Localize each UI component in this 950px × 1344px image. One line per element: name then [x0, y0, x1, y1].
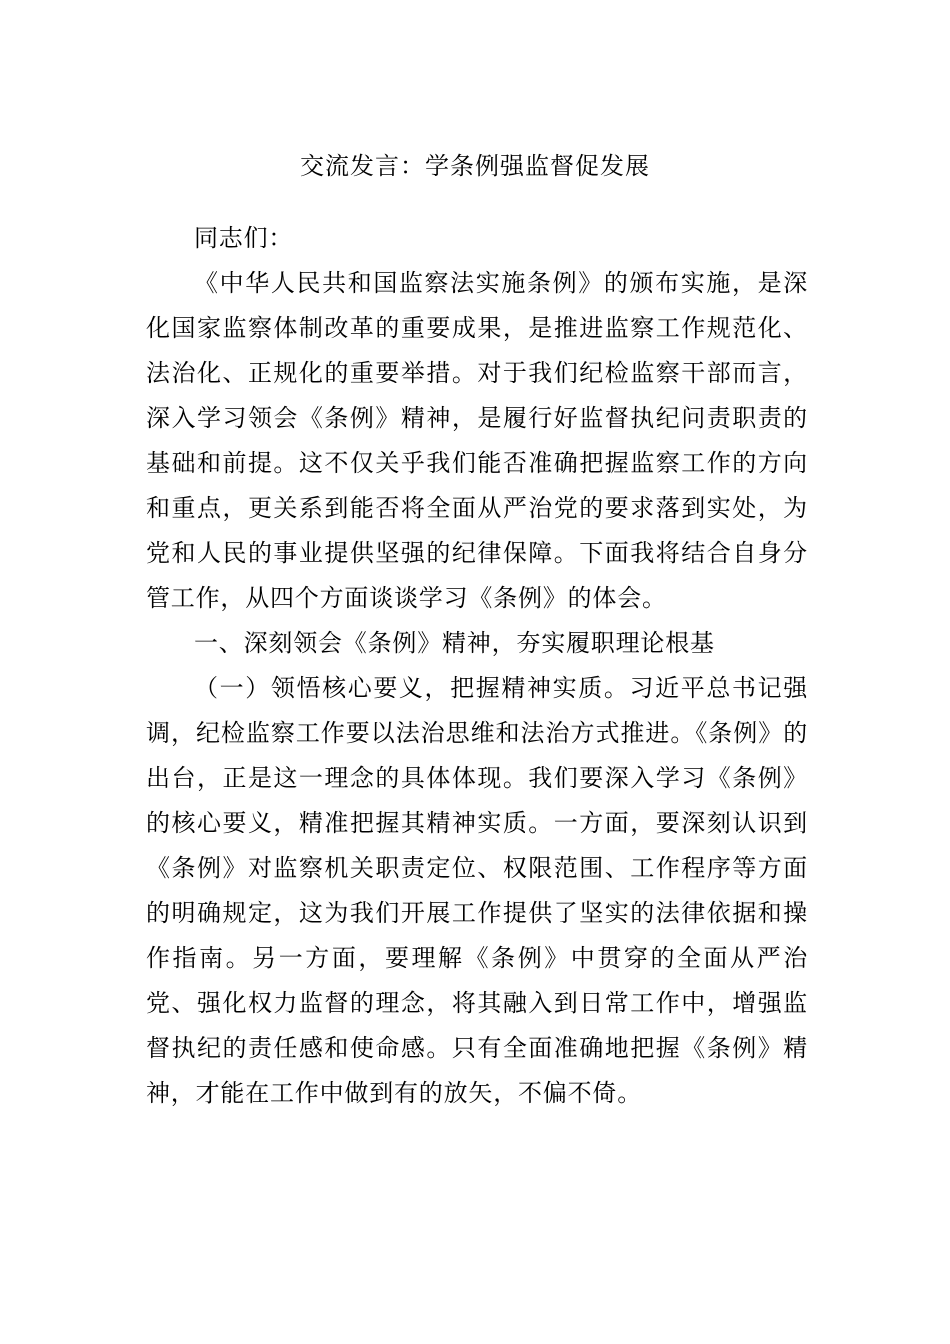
document-title: 交流发言：学条例强监督促发展	[300, 152, 650, 180]
greeting: 同志们：	[194, 224, 294, 252]
paragraph-subsection-1: （一）领悟核心要义，把握精神实质。习近平总书记强调，纪检监察工作要以法治思维和法治方式推进。《条例》的出台，正是这一理念的具体体现。我们要深入学习《条例》的核心要义，精准把握其精神实质。一方面，要深刻认识到《条例》对监察机关职责定位、权限范围、工作程序等方面的明确规定，这为我们开展工作提供了坚实的法律依据和操作指南。另一方面，要理解《条例》中贯穿的全面从严治党、强化权力监督的理念，将其融入到日常工作中，增强监督执纪的责任感和使命感。只有全面准确地把握《条例》精神，才能在工作中做到有的放矢，不偏不倚。	[146, 674, 808, 1107]
paragraph-intro: 《中华人民共和国监察法实施条例》的颁布实施，是深化国家监察体制改革的重要成果，是推进监察工作规范化、法治化、正规化的重要举措。对于我们纪检监察干部而言，深入学习领会《条例》精神，是履行好监督执纪问责职责的基础和前提。这不仅关乎我们能否准确把握监察工作的方向和重点，更关系到能否将全面从严治党的要求落到实处，为党和人民的事业提供坚强的纪律保障。下面我将结合自身分管工作，从四个方面谈谈学习《条例》的体会。	[146, 269, 808, 612]
document-body	[146, 216, 808, 1116]
section-heading: 一、深刻领会《条例》精神，夯实履职理论根基	[194, 629, 715, 657]
